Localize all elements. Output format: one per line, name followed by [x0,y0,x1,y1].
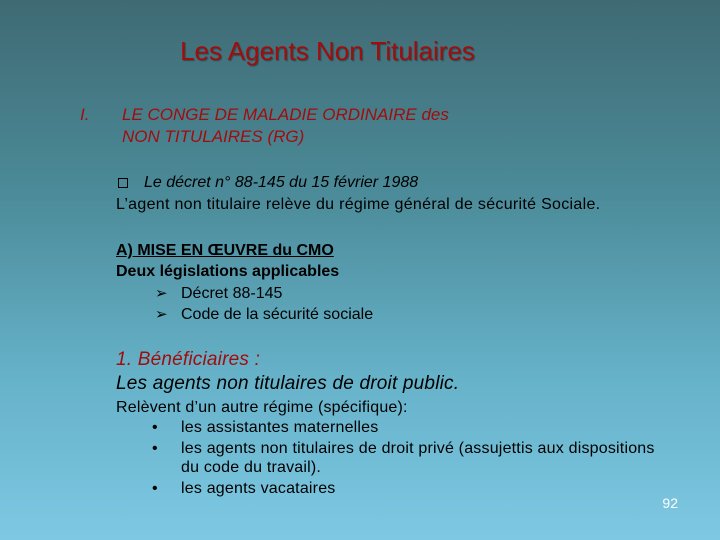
list-item-text: les agents non titulaires de droit privé (assujettis aux dispositions [181,440,655,457]
decree-line [118,173,418,193]
page-title: Les Agents Non Titulaires [180,36,475,66]
section-title-line2: NON TITULAIRES (RG) [122,127,305,146]
special-regime-intro: Relèvent d’un autre régime (spécifique): [116,399,408,416]
checkbox-bullet-icon [118,178,128,188]
list-item [155,284,282,304]
list-item-text: les agents vacataires [181,480,336,497]
list-item-text: Code de la sécurité sociale [181,306,374,323]
arrow-bullet-icon: ➢ [155,306,168,323]
arrow-bullet-icon: ➢ [155,285,168,302]
list-item-text-continued: du code du travail). [181,459,322,476]
decree-text: Le décret n° 88-145 du 15 février 1988 [144,174,419,191]
page-number: 92 [662,495,678,511]
bullet-dot-icon: • [152,419,158,436]
bullet-dot-icon: • [152,440,158,457]
list-item-text: Décret 88-145 [181,285,283,302]
beneficiaries-subheading: Les agents non titulaires de droit public. [116,373,460,394]
section-title [122,104,542,148]
subsection-a-subheading: Deux législations applicables [116,263,340,280]
list-item-text: les assistantes maternelles [181,419,379,436]
beneficiaries-heading: 1. Bénéficiaires : [116,349,261,370]
list-item [155,305,373,325]
subsection-a-heading: A) MISE EN ŒUVRE du CMO [116,242,334,259]
bullet-dot-icon: • [152,480,158,497]
section-number: I. [80,105,90,124]
decree-subtext: L’agent non titulaire relève du régime général de sécurité Sociale. [116,196,601,213]
section-title-line1: LE CONGE DE MALADIE ORDINAIRE des [122,105,449,124]
